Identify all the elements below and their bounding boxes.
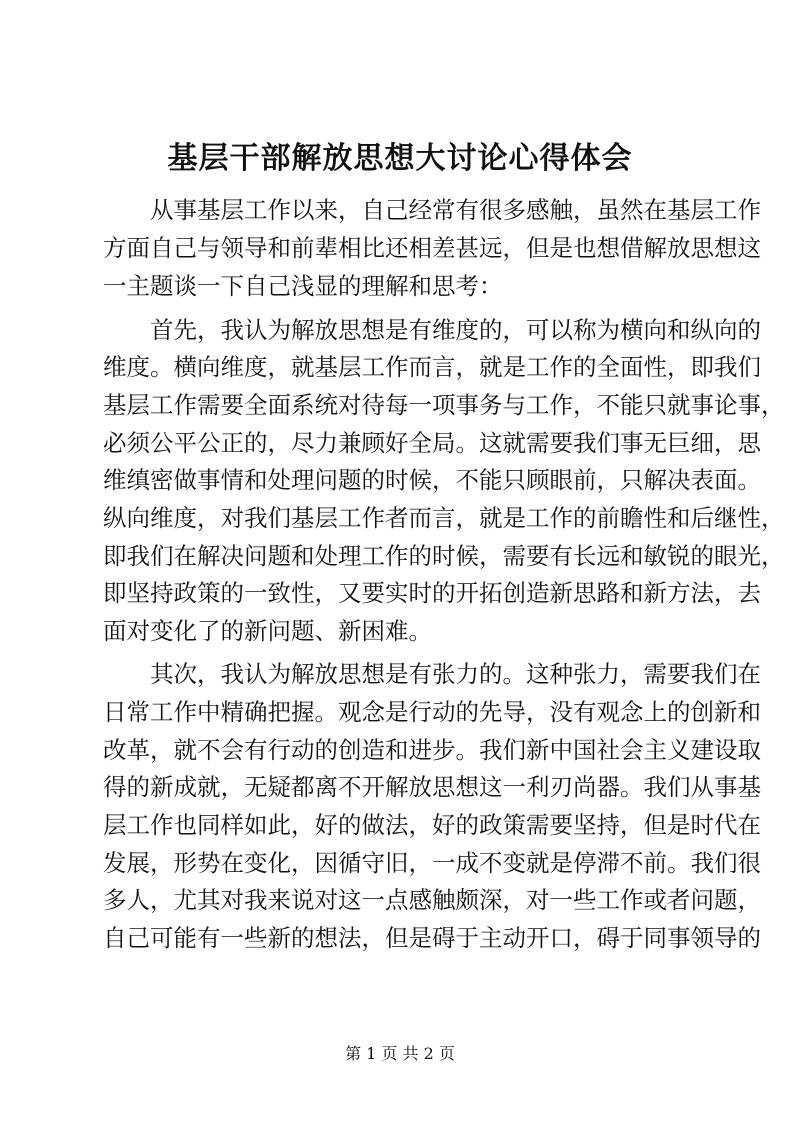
paragraph-2-line-9: 面对变化了的新问题、新困难。	[103, 617, 432, 645]
paragraph-3-line-8: 自己可能有一些新的想法，但是碍于主动开口，碍于同事领导的	[103, 924, 761, 952]
paragraph-2-line-7: 即我们在解决问题和处理工作的时候，需要有长远和敏锐的眼光，	[103, 542, 785, 570]
paragraph-1-line-1: 从事基层工作以来，自己经常有很多感触，虽然在基层工作	[150, 196, 761, 224]
paragraph-3-line-5: 层工作也同样如此，好的做法，好的政策需要坚持，但是时代在	[103, 811, 761, 839]
paragraph-3-line-2: 日常工作中精确把握。观念是行动的先导，没有观念上的创新和	[103, 698, 761, 726]
page-footer: 第 1 页 共 2 页	[345, 1044, 455, 1063]
document-title: 基层干部解放思想大讨论心得体会	[167, 141, 633, 176]
paragraph-2-line-6: 纵向维度，对我们基层工作者而言，就是工作的前瞻性和后继性，	[103, 504, 785, 532]
paragraph-3-line-1: 其次，我认为解放思想是有张力的。这种张力，需要我们在	[150, 660, 761, 688]
paragraph-3-line-3: 改革，就不会有行动的创造和进步。我们新中国社会主义建设取	[103, 736, 761, 764]
paragraph-3-line-4: 得的新成就，无疑都离不开解放思想这一利刃尚器。我们从事基	[103, 773, 761, 801]
paragraph-1-line-3: 一主题谈一下自己浅显的理解和思考：	[103, 272, 503, 300]
paragraph-2-line-1: 首先，我认为解放思想是有维度的，可以称为横向和纵向的	[150, 316, 761, 344]
paragraph-1-line-2: 方面自己与领导和前辈相比还相差甚远，但是也想借解放思想这	[103, 234, 761, 262]
paragraph-2-line-2: 维度。横向维度，就基层工作而言，就是工作的全面性，即我们	[103, 353, 761, 381]
paragraph-2-line-5: 维缜密做事情和处理问题的时候，不能只顾眼前，只解决表面。	[103, 466, 761, 494]
paragraph-2-line-8: 即坚持政策的一致性，又要实时的开拓创造新思路和新方法，去	[103, 579, 761, 607]
paragraph-2-line-3: 基层工作需要全面系统对待每一项事务与工作，不能只就事论事，	[103, 391, 785, 419]
paragraph-2-line-4: 必须公平公正的，尽力兼顾好全局。这就需要我们事无巨细，思	[103, 429, 761, 457]
paragraph-3-line-7: 多人，尤其对我来说对这一点感触颇深，对一些工作或者问题，	[103, 886, 761, 914]
paragraph-3-line-6: 发展，形势在变化，因循守旧，一成不变就是停滞不前。我们很	[103, 849, 761, 877]
